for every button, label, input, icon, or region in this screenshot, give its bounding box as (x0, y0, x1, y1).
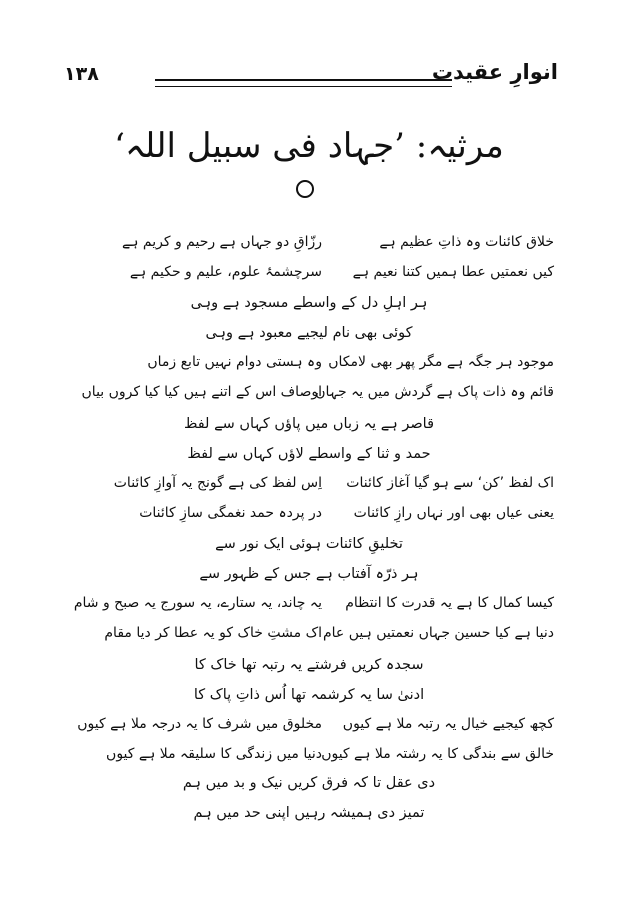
hemistich-left: مخلوق میں شرف کا یہ درجہ ملا ہے کیوں (77, 716, 322, 732)
hemistich-left: دنیا میں زندگی کا سلیقہ ملا ہے کیوں (106, 746, 322, 762)
hemistich-left: وہ ہستی دوام نہیں تابع زماں (147, 354, 322, 370)
tip-line: ادنیٰ سا یہ کرشمہ تھا اُس ذاتِ پاک کا (193, 687, 425, 703)
hemistich-left: یہ چاند، یہ ستارے، یہ سورج یہ صبح و شام (73, 595, 322, 611)
tip-line: حمد و ثنا کے واسطے لاؤں کہاں سے لفظ (187, 446, 431, 462)
hemistich-right: خالق سے بندگی کا یہ رشتہ ملا ہے کیوں (321, 746, 554, 762)
tip-line: قاصر ہے یہ زباں میں پاؤں کہاں سے لفظ (183, 416, 435, 432)
hemistich-right: کیں نعمتیں عطا ہمیں کتنا نعیم ہے (352, 264, 554, 280)
hemistich-right: خلاق کائنات وہ ذاتِ عظیم ہے (379, 234, 554, 250)
tip-line: ہر اہلِ دل کے واسطے مسجود ہے وہی (190, 295, 428, 311)
hemistich-right: قائم وہ ذات پاک ہے گردش میں یہ جہاں (315, 384, 554, 400)
tip-line: تخلیقِ کائنات ہوئی ایک نور سے (215, 536, 403, 552)
hemistich-right: کچھ کیجیے خیال یہ رتبہ ملا ہے کیوں (342, 716, 554, 732)
book-title: انوارِ عقیدت (431, 60, 558, 84)
hemistich-right: اک لفظ ’کن‘ سے ہو گیا آغاز کائنات (346, 475, 554, 491)
hemistich-right: دنیا ہے کیا حسین جہاں نعمتیں ہیں عام (323, 625, 554, 641)
header-rule-bottom (155, 86, 452, 87)
hemistich-left: در پردہ حمد نغمگی سازِ کائنات (139, 505, 322, 521)
tip-line: دی عقل تا کہ فرق کریں نیک و بد میں ہم (182, 775, 436, 791)
tip-line: تمیز دی ہمیشہ رہیں اپنی حد میں ہم (193, 805, 425, 821)
hemistich-left: اک مشتِ خاک کو یہ عطا کر دیا مقام (104, 625, 322, 641)
hemistich-left: اوصاف اس کے اتنے ہیں کیا کیا کروں بیاں (81, 384, 322, 400)
hemistich-left: سرچشمۂ علوم، علیم و حکیم ہے (129, 264, 322, 280)
circle-ornament-icon (296, 180, 314, 198)
hemistich-left: اِس لفظ کی ہے گونج یہ آوازِ کائنات (113, 475, 322, 491)
poem-title: مرثیہ: ’جہاد فی سبیل اللہ‘ (114, 126, 504, 166)
page-header (0, 0, 618, 100)
hemistich-right: موجود ہر جگہ ہے مگر پھر بھی لامکاں (328, 354, 554, 370)
tip-line: ہر ذرّہ آفتاب ہے جس کے ظہور سے (199, 566, 419, 582)
page-number: ۱۳۸ (64, 63, 99, 85)
hemistich-right: یعنی عیاں بھی اور نہاں رازِ کائنات (353, 505, 554, 521)
tip-line: کوئی بھی نام لیجیے معبود ہے وہی (205, 325, 413, 341)
hemistich-right: کیسا کمال کا ہے یہ قدرت کا انتظام (345, 595, 554, 611)
hemistich-left: رزّاقِ دو جہاں ہے رحیم و کریم ہے (122, 234, 322, 250)
header-rule-top (155, 79, 452, 81)
tip-line: سجدہ کریں فرشتے یہ رتبہ تھا خاک کا (194, 657, 424, 673)
